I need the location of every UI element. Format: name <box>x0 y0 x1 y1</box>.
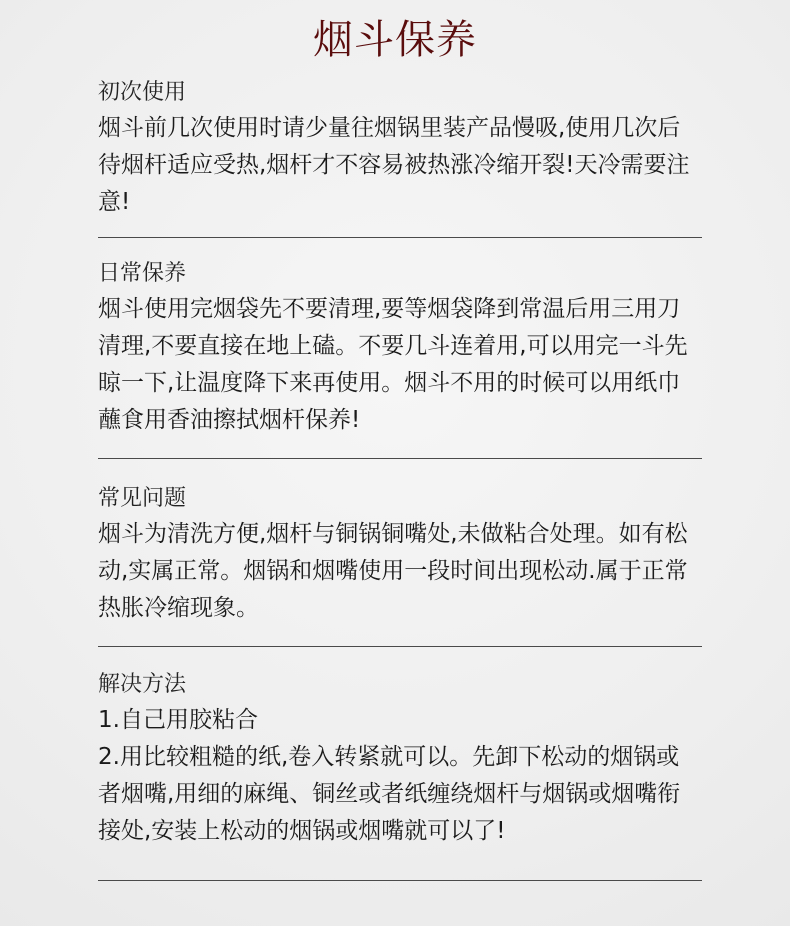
section-divider <box>98 237 702 238</box>
section-body <box>98 291 702 439</box>
section-body <box>98 516 702 627</box>
section-body <box>98 110 702 221</box>
section-heading: 解决方法 <box>98 672 187 697</box>
section-common-issues <box>98 484 702 627</box>
section-paragraph: 1.自己用胶粘合 <box>98 707 258 733</box>
section-heading: 常见问题 <box>98 486 187 511</box>
section-solutions <box>98 670 702 850</box>
section-paragraph: 烟斗使用完烟袋先不要清理,要等烟袋降到常温后用三用刀清理,不要直接在地上磕。不要几斗连着用,可以用完一斗先晾一下,让温度降下来再使用。烟斗不用的时候可以用纸巾蘸食用香油擦拭烟杆保养! <box>98 296 688 433</box>
section-divider <box>98 646 702 647</box>
section-divider <box>98 458 702 459</box>
section-heading: 日常保养 <box>98 261 187 286</box>
section-heading: 初次使用 <box>98 80 187 105</box>
section-paragraph: 烟斗为清洗方便,烟杆与铜锅铜嘴处,未做粘合处理。如有松动,实属正常。烟锅和烟嘴使用一段时间出现松动.属于正常热胀冷缩现象。 <box>98 521 688 621</box>
section-divider <box>98 880 702 881</box>
section-daily-care <box>98 259 702 439</box>
section-paragraph: 2.用比较粗糙的纸,卷入转紧就可以。先卸下松动的烟锅或者烟嘴,用细的麻绳、铜丝或者纸缠绕烟杆与烟锅或烟嘴衔接处,安装上松动的烟锅或烟嘴就可以了! <box>98 744 681 844</box>
page-title: 烟斗保养 <box>313 17 477 63</box>
section-first-use <box>98 78 702 221</box>
section-paragraph: 烟斗前几次使用时请少量往烟锅里装产品慢吸,使用几次后待烟杆适应受热,烟杆才不容易被热涨冷缩开裂!天冷需要注意! <box>98 115 690 215</box>
section-body <box>98 702 702 850</box>
